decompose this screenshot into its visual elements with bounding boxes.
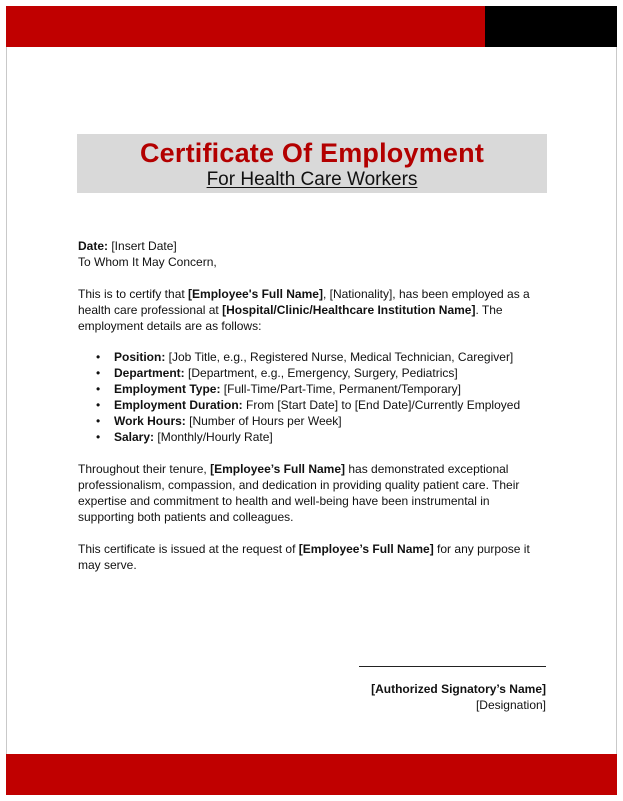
intro-paragraph [78,286,546,334]
closing-employee-name: [Employee’s Full Name] [298,542,434,556]
detail-value: [Number of Hours per Week] [185,414,342,428]
tenure-paragraph [78,461,546,525]
tenure-text-1: Throughout their tenure, [78,462,211,476]
tenure-text-2: has demonstrated exceptional professionalism, compassion, and dedication in providing quality patient care. Their expertise and commitment to health and well-being have been instrumental in supporting both patients and colleagues. [78,462,520,524]
date-line [78,238,546,254]
detail-salary: • Salary: [Monthly/Hourly Rate] [96,430,273,444]
detail-label: Department: [114,366,185,380]
intro-text-2: , [Nationality], has been employed as a health care professional at [78,287,530,317]
intro-text-1: This is to certify that [78,287,189,301]
employment-details-list [78,349,546,445]
detail-value: From [Start Date] to [End Date]/Currently Employed [242,398,521,412]
subtitle-text: For Health Care Workers [206,169,418,190]
detail-department: • Department: [Department, e.g., Emergency, Surgery, Pediatrics] [96,366,458,380]
date-label: Date: [78,239,109,253]
date-value: [Insert Date] [108,239,177,253]
detail-label: Position: [114,350,166,364]
letter-body [78,238,546,573]
signatory-block [371,681,546,713]
tenure-employee-name: [Employee’s Full Name] [210,462,346,476]
salutation: To Whom It May Concern, [78,255,217,269]
closing-text-2: for any purpose it may serve. [78,542,530,572]
certificate-subtitle [77,169,547,191]
detail-value: [Monthly/Hourly Rate] [154,430,273,444]
signatory-designation: [Designation] [475,698,546,712]
detail-position: • Position: [Job Title, e.g., Registered Nurse, Medical Technician, Caregiver] [96,350,514,364]
signatory-name-text: [Authorized Signatory’s Name] [371,682,546,696]
top-black-bar [485,6,617,47]
detail-label: Employment Duration: [114,398,243,412]
closing-paragraph [78,541,546,573]
detail-value: [Department, e.g., Emergency, Surgery, Pediatrics] [184,366,458,380]
signature-line [359,666,546,667]
detail-work-hours: • Work Hours: [Number of Hours per Week] [96,414,342,428]
intro-institution: [Hospital/Clinic/Healthcare Institution Name] [222,303,476,317]
closing-text-1: This certificate is issued at the request of [78,542,299,556]
detail-employment-type: • Employment Type: [Full-Time/Part-Time, Permanent/Temporary] [96,382,461,396]
detail-value: [Full-Time/Part-Time, Permanent/Temporary] [220,382,461,396]
detail-label: Salary: [114,430,155,444]
detail-value: [Job Title, e.g., Registered Nurse, Medical Technician, Caregiver] [165,350,514,364]
title-box [77,134,547,193]
detail-label: Work Hours: [114,414,186,428]
intro-text-3: . The employment details are as follows: [78,303,503,333]
intro-employee-name: [Employee's Full Name] [188,287,323,301]
certificate-title: Certificate Of Employment [139,138,485,168]
top-red-bar [6,6,485,47]
bottom-red-bar [6,754,617,795]
detail-label: Employment Type: [114,382,221,396]
signatory-name [371,681,546,697]
detail-employment-duration: • Employment Duration: From [Start Date] to [End Date]/Currently Employed [96,398,521,412]
